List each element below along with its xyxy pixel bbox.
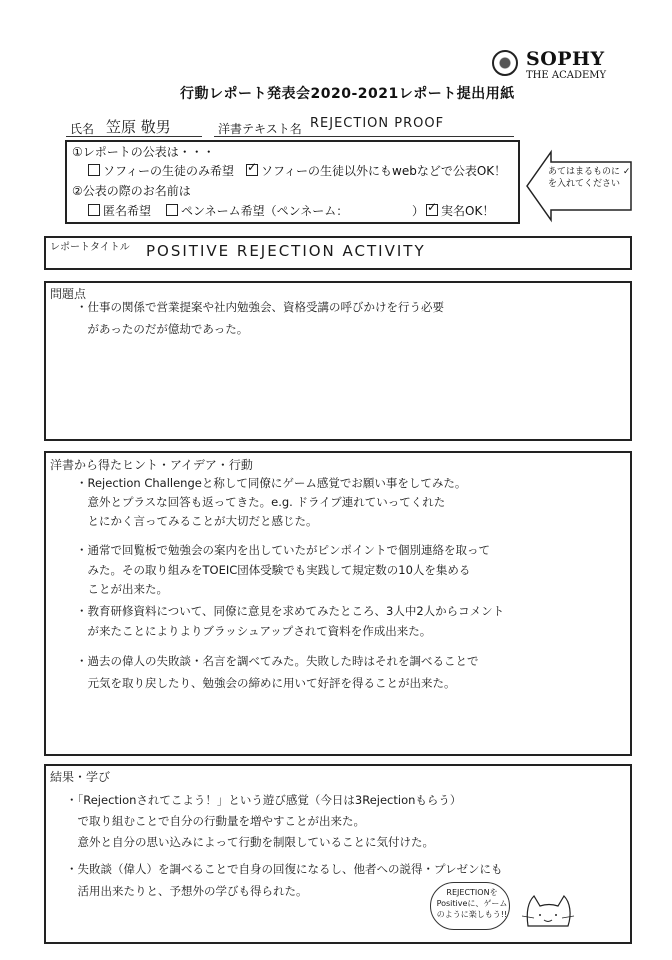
name-underline xyxy=(66,136,202,137)
hints-line: が来たことによりよりブラッシュアップされて資料を作成出来た。 xyxy=(76,624,432,638)
academy-logo-emblem xyxy=(492,50,518,76)
hints-line: みた。その取り組みをTOEIC団体受験でも実践して規定数の10人を集める xyxy=(76,563,471,577)
hints-line: ・教育研修資料について、同僚に意見を求めてみたところ、3人中2人からコメント xyxy=(76,604,505,618)
problems-label: 問題点 xyxy=(50,287,87,301)
report-title-field[interactable]: POSITIVE REJECTION ACTIVITY xyxy=(146,242,426,260)
checkbox-public-web[interactable] xyxy=(246,164,258,176)
name-label: 氏名 xyxy=(70,122,95,136)
option-students-only-label: ソフィーの生徒のみ希望 xyxy=(103,164,235,178)
checkbox-students-only[interactable] xyxy=(88,164,100,176)
hints-line: 元気を取り戻したり、勉強会の締めに用いて好評を得ることが出来た。 xyxy=(76,676,456,690)
option-anonymous-label: 匿名希望 xyxy=(103,204,152,218)
hints-line: ことが出来た。 xyxy=(76,582,168,596)
results-line: で取り組むことで自分の行動量を増やすことが出来た。 xyxy=(66,814,365,828)
results-line: ・失敗談（偉人）を調べることで自身の回復になるし、他者への説得・プレゼンにも xyxy=(66,862,503,876)
option-real-name-label: 実名OK！ xyxy=(441,204,495,218)
name-field[interactable]: 笠原 敬男 xyxy=(106,118,171,136)
option-students-only[interactable] xyxy=(88,162,234,179)
report-title-label: レポートタイトル xyxy=(50,242,130,253)
speech-bubble-text: REJECTIONを Positiveに、ゲームのように楽しもう!! xyxy=(436,888,508,919)
hints-line: ・過去の偉人の失敗談・名言を調べてみた。失敗した時はそれを調べることで xyxy=(76,654,479,668)
checkbox-anonymous[interactable] xyxy=(88,204,100,216)
hints-line: 意外とプラスな回答も返ってきた。e.g. ドライブ連れていってくれた xyxy=(76,495,446,509)
option-anonymous[interactable] xyxy=(88,202,151,219)
book-field[interactable]: REJECTION PROOF xyxy=(310,116,445,131)
problems-line: があったのだが億劫であった。 xyxy=(76,322,249,336)
option-public-web-label: ソフィーの生徒以外にもwebなどで公表OK！ xyxy=(261,164,507,178)
results-line: ・「Rejectionされてこよう！」という遊び感覚（今日は3Rejectionもらう） xyxy=(66,793,462,807)
logo-subtitle: THE ACADEMY xyxy=(526,70,607,81)
option-penname[interactable] xyxy=(166,202,348,219)
hints-label: 洋書から得たヒント・アイデア・行動 xyxy=(50,458,253,472)
option-real-name[interactable] xyxy=(426,202,494,219)
logo-title: SOPHY xyxy=(526,48,605,70)
results-line: 意外と自分の思い込みによって行動を制限していることに気付けた。 xyxy=(66,835,434,849)
option-penname-label: ペンネーム希望（ペンネーム： xyxy=(181,204,349,218)
hints-line: とにかく言ってみることが大切だと感じた。 xyxy=(76,514,318,528)
option-public-web[interactable] xyxy=(246,162,506,179)
checkbox-penname[interactable] xyxy=(166,204,178,216)
book-label: 洋書テキスト名 xyxy=(218,122,302,136)
arrow-instruction: あてはまるものに ✓を入れてください xyxy=(548,167,631,189)
publication-question-1: ①レポートの公表は・・・ xyxy=(72,145,215,159)
checkbox-real-name[interactable] xyxy=(426,204,438,216)
results-label: 結果・学び xyxy=(50,770,111,784)
document-title: 行動レポート発表会2020-2021レポート提出用紙 xyxy=(180,86,515,102)
penname-close-paren: ） xyxy=(412,204,425,218)
book-underline xyxy=(214,136,514,137)
cat-doodle-icon xyxy=(520,892,576,932)
hints-line: ・Rejection Challengeと称して同僚にゲーム感覚でお願い事をしてみた。 xyxy=(76,476,467,490)
hints-line: ・通常で回覧板で勉強会の案内を出していたがピンポイントで個別連絡を取って xyxy=(76,543,490,557)
publication-question-2: ②公表の際のお名前は xyxy=(72,184,191,198)
problems-line: ・仕事の関係で営業提案や社内勉強会、資格受講の呼びかけを行う必要 xyxy=(76,300,444,314)
results-line: 活用出来たりと、予想外の学びも得られた。 xyxy=(66,884,308,898)
